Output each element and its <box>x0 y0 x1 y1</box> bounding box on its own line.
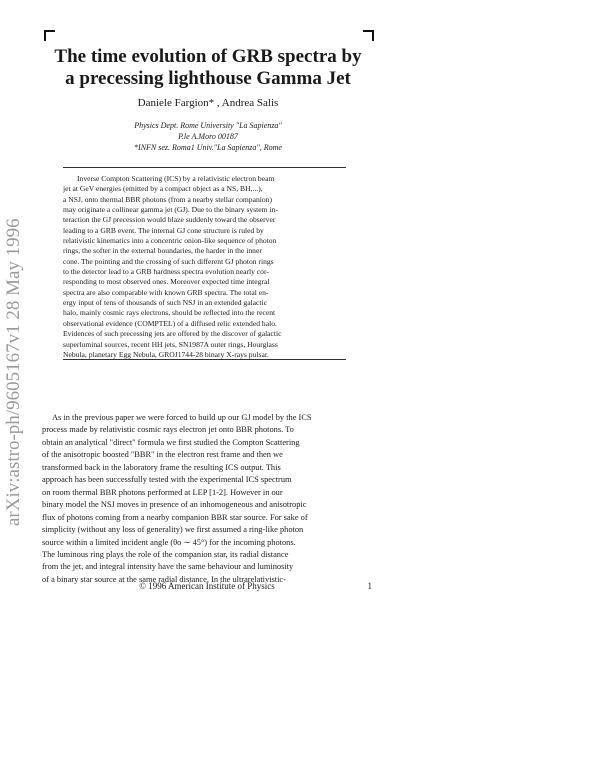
title-line: a precessing lighthouse Gamma Jet <box>65 68 351 89</box>
abstract <box>63 167 346 360</box>
affiliation-line: Physics Dept. Rome University "La Sapienza" <box>134 121 282 130</box>
abstract-line: Nebula, planetary Egg Nebula, GROJ1744-28 binary X-rays pulsar. <box>63 349 269 359</box>
body-line: transformed back in the laboratory frame the resulting ICS output. This <box>42 462 281 472</box>
corner-mark-right <box>363 30 374 41</box>
abstract-line: teraction the GJ precession would blaze suddenly toward the observer <box>63 215 276 225</box>
abstract-line: a NSJ, onto thermal BBR photons (from a nearby stellar companion) <box>63 194 272 204</box>
abstract-line: observational evidence (COMPTEL) of a diffused relic extended halo. <box>63 318 277 328</box>
copyright-notice: © 1996 American Institute of Physics <box>139 581 275 591</box>
body-line: of the anisotropic boosted "BBR" in the electron rest frame and then we <box>42 450 283 460</box>
body-line: As in the previous paper we were forced to build up our GJ model by the ICS <box>52 413 312 422</box>
abstract-line: rings, the softer in the external boundaries, the harder in the inner <box>63 246 262 256</box>
body-line: approach has been successfully tested with the experimental ICS spectrum <box>42 475 292 485</box>
abstract-line: halo, mainly cosmic rays electrons, should be reflected into the recent <box>63 308 276 318</box>
abstract-line: to the detector lead to a GRB hardness spectra evolution nearly cor- <box>63 267 269 277</box>
body-line: The luminous ring plays the role of the companion star, its radial distance <box>42 549 289 559</box>
body-line: process made by relativistic cosmic rays electron jet onto BBR photons. To <box>42 425 294 435</box>
body-line: obtain an analytical "direct" formula we first studied the Compton Scattering <box>42 437 300 447</box>
abstract-line: spectra are also comparable with known GRB spectra. The total en- <box>63 287 269 297</box>
affiliation-line: P.le A.Moro 00187 <box>178 132 238 141</box>
body-line: of a binary star source at the same radial distance. In the ultrarelativistic- <box>42 574 286 584</box>
abstract-line: responding to most observed ones. Moreover expected time integral <box>63 277 270 287</box>
abstract-line: relativistic kinematics into a concentric onion-like sequence of photon <box>63 236 277 246</box>
body-line: binary model the NSJ moves in presence of an inhomogeneous and anisotropic <box>42 500 307 510</box>
paper-title <box>30 46 386 90</box>
body-line: flux of photons coming from a nearby companion BBR star source. For sake of <box>42 512 308 522</box>
affiliation-line: *INFN sez. Roma1 Univ."La Sapienza", Rome <box>134 143 282 152</box>
abstract-line: Evidences of such precessing jets are offered by the discover of galactic <box>63 329 282 339</box>
body-paragraph <box>42 412 372 586</box>
body-line: on room thermal BBR photons performed at LEP [1-2]. However in our <box>42 487 283 497</box>
abstract-line: cone. The pointing and the crossing of such different GJ photon rings <box>63 256 274 266</box>
title-line: The time evolution of GRB spectra by <box>54 46 362 67</box>
body-line: simplicity (without any loss of generality) we first assumed a ring-like photon <box>42 525 304 535</box>
page-number: 1 <box>367 581 372 591</box>
affiliation <box>30 120 386 153</box>
abstract-line: may originate a collinear gamma jet (GJ). Due to the binary system in- <box>63 205 278 215</box>
body-line: source within a limited incident angle (θo ∼ 45°) for the incoming photons. <box>42 537 296 547</box>
corner-mark-left <box>44 30 55 41</box>
abstract-line: jet at GeV energies (emitted by a compact object as a NS, BH,...), <box>63 184 263 194</box>
page-footer <box>42 581 372 593</box>
abstract-line: superluminal sources, recent HH jets, SN1987A outer rings, Hourglass <box>63 339 278 349</box>
abstract-line: Inverse Compton Scattering (ICS) by a relativistic electron beam <box>77 174 275 183</box>
author-list: Daniele Fargion* , Andrea Salis <box>137 97 279 109</box>
abstract-text <box>63 174 346 360</box>
abstract-line: ergy input of tens of thousands of such NSJ in an extended galactic <box>63 298 268 308</box>
body-line: from the jet, and integral intensity have the same behaviour and luminosity <box>42 562 294 572</box>
abstract-line: leading to a GRB event. The internal GJ cone structure is ruled by <box>63 225 264 235</box>
arxiv-sidebar-stamp: arXiv:astro-ph/9605167v1 28 May 1996 <box>3 218 24 526</box>
